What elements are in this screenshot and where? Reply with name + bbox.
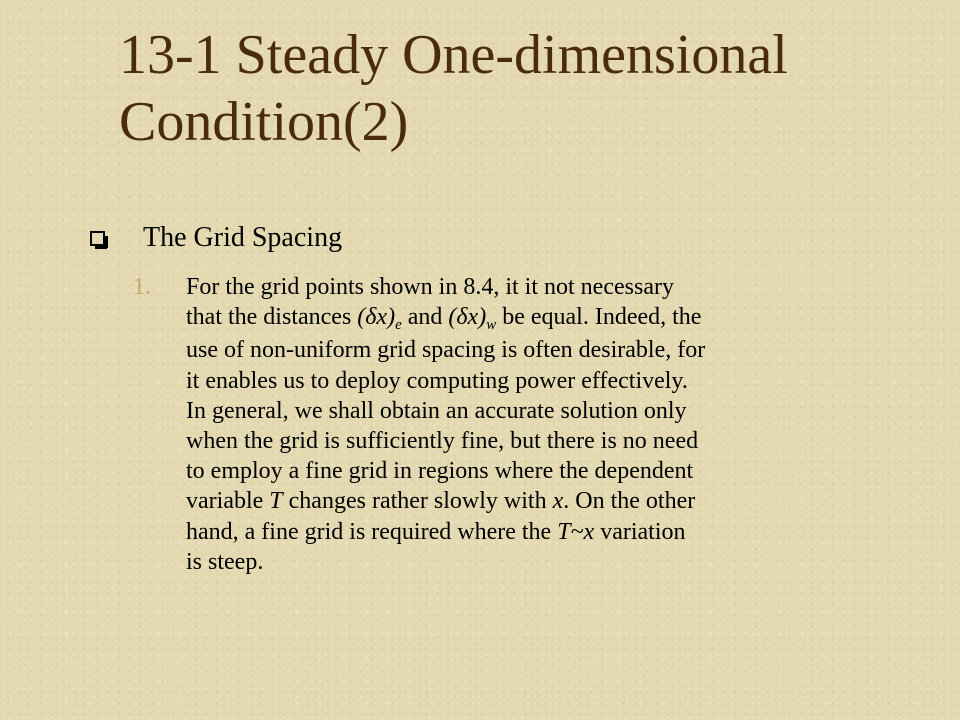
- text-line-2: [186, 302, 886, 335]
- math-delta-x: (δx): [448, 304, 487, 331]
- text-line-7: to employ a fine grid in regions where the dependent: [186, 458, 694, 485]
- slide-title: [119, 22, 919, 156]
- text-fragment: that the distances: [186, 304, 358, 331]
- text-line-5: In general, we shall obtain an accurate solution only: [186, 397, 687, 424]
- text-line-1: For the grid points shown in 8.4, it it not necessary: [186, 274, 674, 300]
- text-fragment: and: [401, 304, 449, 331]
- text-line-3: use of non-uniform grid spacing is often desirable, for: [186, 337, 706, 364]
- text-fragment: variation: [594, 518, 686, 545]
- math-subscript-w: w: [486, 317, 497, 334]
- checkbox-bullet-icon: [90, 231, 105, 246]
- text-line-4: it enables us to deploy computing power effectively.: [186, 367, 688, 394]
- text-fragment: variable: [186, 488, 270, 515]
- text-fragment: be equal. Indeed, the: [496, 304, 702, 331]
- bullet-heading-label: The Grid Spacing: [143, 222, 343, 253]
- text-fragment: hand, a fine grid is required where the: [186, 518, 558, 545]
- math-delta-x: (δx): [357, 304, 396, 331]
- math-variable-T: T: [269, 488, 283, 515]
- math-variable-x: x: [552, 488, 564, 515]
- math-subscript-e: e: [395, 317, 402, 334]
- text-fragment: changes rather slowly with: [282, 488, 553, 515]
- bullet-heading: [90, 218, 342, 258]
- slide-title-line-2: Condition(2): [119, 91, 409, 153]
- list-item-text: [186, 272, 886, 577]
- text-line-9: [186, 517, 886, 547]
- text-fragment: . On the other: [563, 488, 696, 515]
- math-T-vs-x: T~x: [557, 518, 595, 545]
- text-line-8: [186, 486, 886, 516]
- slide-title-line-1: 13-1 Steady One-dimensional: [119, 24, 788, 86]
- list-item-number: 1.: [133, 274, 151, 300]
- text-line-10: is steep.: [186, 548, 264, 575]
- text-line-6: when the grid is sufficiently fine, but there is no need: [186, 428, 699, 455]
